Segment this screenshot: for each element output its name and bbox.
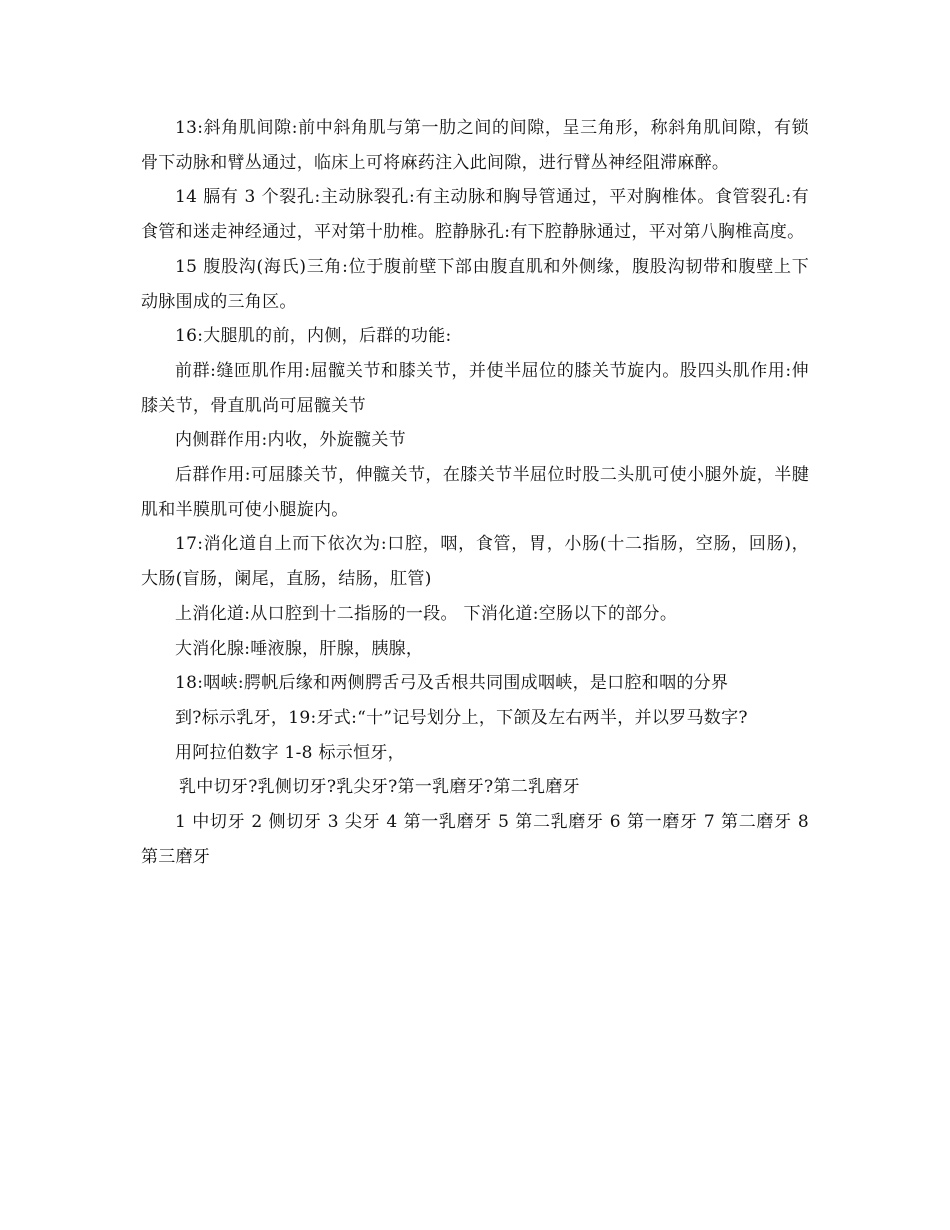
document-body bbox=[141, 111, 809, 874]
paragraph-inguinal-triangle: 15 腹股沟(海氏)三角:位于腹前壁下部由腹直肌和外侧缘，腹股沟韧带和腹壁上下动脉围成的三角区。 bbox=[141, 256, 809, 312]
paragraph-diaphragm-openings: 14 膈有 3 个裂孔:主动脉裂孔:有主动脉和胸导管通过，平对胸椎体。食管裂孔:有食管和迷走神经通过，平对第十肋椎。腔静脉孔:有下腔静脉通过，平对第八胸椎高度。 bbox=[141, 187, 809, 243]
paragraph-posterior-group: 后群作用:可屈膝关节，伸髋关节，在膝关节半屈位时股二头肌可使小腿外旋，半腱肌和半膜肌可使小腿旋内。 bbox=[141, 465, 809, 520]
paragraph-medial-group: 内侧群作用:内收，外旋髋关节 bbox=[175, 430, 406, 451]
paragraph-permanent-teeth-list: 1 中切牙 2 侧切牙 3 尖牙 4 第一乳磨牙 5 第二乳磨牙 6 第一磨牙 7 第二磨牙 8 第三磨牙 bbox=[141, 812, 809, 867]
paragraph-scalene-gap: 13:斜角肌间隙:前中斜角肌与第一肋之间的间隙，呈三角形，称斜角肌间隙，有锁骨下动脉和臂丛通过，临床上可将麻药注入此间隙，进行臂丛神经阻滞麻醉。 bbox=[141, 118, 809, 173]
paragraph-upper-lower-tract: 上消化道:从口腔到十二指肠的一段。 下消化道:空肠以下的部分。 bbox=[175, 603, 678, 624]
paragraph-thigh-muscles-heading: 16:大腿肌的前，内侧，后群的功能: bbox=[175, 326, 452, 347]
paragraph-digestive-tract: 17:消化道自上而下依次为:口腔，咽，食管，胃，小肠(十二指肠，空肠，回肠)，大肠(盲肠，阑尾，直肠，结肠，肛管) bbox=[141, 534, 809, 590]
paragraph-permanent-teeth: 用阿拉伯数字 1-8 标示恒牙， bbox=[175, 742, 405, 763]
paragraph-dental-formula: 到?标示乳牙，19:牙式:“十”记号划分上，下颌及左右两半，并以罗马数字? bbox=[175, 707, 748, 728]
paragraph-isthmus-faucium: 18:咽峡:腭帆后缘和两侧腭舌弓及舌根共同围成咽峡，是口腔和咽的分界 bbox=[175, 673, 729, 694]
paragraph-anterior-group: 前群:缝匝肌作用:屈髋关节和膝关节，并使半屈位的膝关节旋内。股四头肌作用:伸膝关节，骨直肌尚可屈髋关节 bbox=[141, 360, 809, 416]
paragraph-deciduous-teeth-list: 乳中切牙?乳侧切牙?乳尖牙?第一乳磨牙?第二乳磨牙 bbox=[179, 777, 580, 798]
paragraph-digestive-glands: 大消化腺:唾液腺，肝腺，胰腺， bbox=[175, 638, 424, 659]
